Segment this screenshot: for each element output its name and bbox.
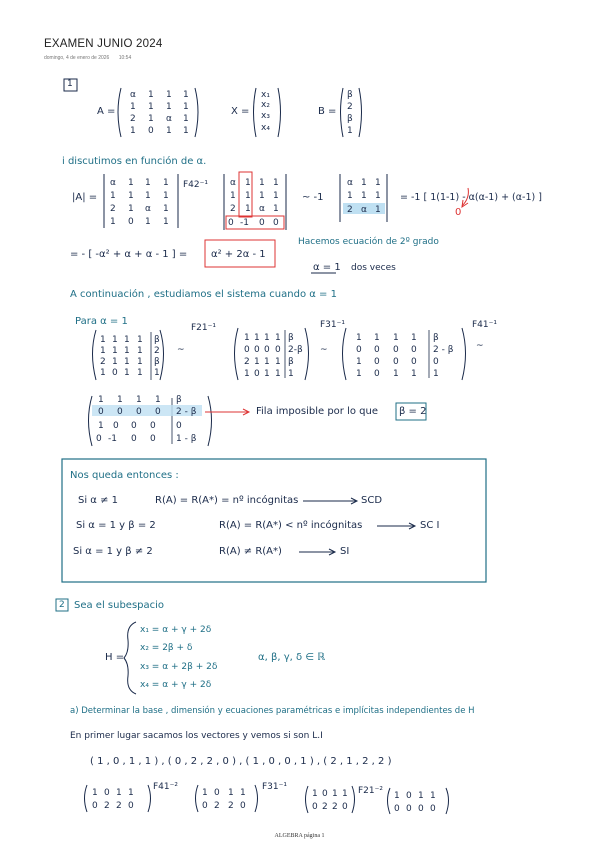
svg-text:0: 0: [92, 801, 98, 811]
svg-text:1: 1: [393, 333, 399, 343]
svg-text:1: 1: [264, 369, 270, 379]
svg-text:0: 0: [411, 345, 417, 355]
case2-rank: R(A) = R(A*) < nº incógnitas: [219, 520, 363, 531]
h-eq-1: x₁ = α + γ + 2δ: [140, 625, 212, 635]
svg-text:1: 1: [183, 102, 189, 112]
svg-text:1: 1: [375, 178, 381, 188]
case1-result: SCD: [361, 495, 383, 506]
svg-text:1: 1: [148, 102, 154, 112]
svg-text:1: 1: [166, 126, 172, 136]
svg-text:1: 1: [128, 204, 134, 214]
matrix-x-cells: [261, 90, 270, 133]
svg-text:1: 1: [393, 369, 399, 379]
svg-text:1: 1: [332, 789, 338, 799]
svg-text:1: 1: [116, 788, 122, 798]
h-eq-2: x₂ = 2β + δ: [140, 643, 193, 653]
svg-text:0: 0: [254, 345, 260, 355]
svg-text:2: 2: [322, 802, 328, 812]
svg-text:0: 0: [244, 345, 250, 355]
svg-text:β: β: [347, 90, 353, 100]
matrix-a-right-bracket: [195, 88, 198, 137]
svg-text:α: α: [259, 204, 265, 214]
svg-text:1: 1: [117, 395, 123, 405]
svg-text:1: 1: [100, 346, 106, 356]
page-footer: ALGEBRA página 1: [274, 833, 325, 839]
svg-text:0: 0: [96, 434, 102, 444]
svg-text:1: 1: [312, 789, 318, 799]
svg-text:2-β: 2-β: [288, 345, 303, 355]
svg-text:1: 1: [163, 204, 169, 214]
svg-text:1: 1: [145, 191, 151, 201]
svg-text:2: 2: [347, 102, 353, 112]
svg-text:1: 1: [98, 421, 104, 431]
svg-text:β: β: [347, 114, 353, 124]
svg-text:1: 1: [264, 357, 270, 367]
svg-text:β: β: [154, 335, 160, 345]
svg-text:1: 1: [275, 369, 281, 379]
svg-text:1: 1: [347, 191, 353, 201]
first-line: En primer lugar sacamos los vectores y vemos si son L.I: [70, 731, 323, 741]
h-eq-3: x₃ = α + 2β + 2δ: [140, 662, 218, 672]
case3-condition: Si α = 1 y β ≠ 2: [73, 546, 153, 557]
meta-date: domingo, 4 de enero de 2026: [44, 55, 110, 61]
svg-text:1: 1: [430, 791, 436, 801]
svg-text:1: 1: [202, 788, 208, 798]
svg-text:1: 1: [137, 368, 143, 378]
op-f41: F41⁻¹: [472, 320, 497, 330]
impossible-note: Fila imposible por lo que: [256, 406, 378, 417]
svg-text:1: 1: [128, 178, 134, 188]
svg-text:1: 1: [245, 204, 251, 214]
svg-text:1: 1: [394, 791, 400, 801]
svg-text:β: β: [433, 333, 439, 343]
part-a: a) Determinar la base , dimensión y ecuaciones paramétricas e implícitas independientes de H: [70, 706, 475, 716]
svg-text:1: 1: [137, 346, 143, 356]
svg-text:1: 1: [124, 368, 130, 378]
svg-text:1: 1: [112, 346, 118, 356]
svg-text:0: 0: [112, 368, 118, 378]
svg-text:α: α: [145, 204, 151, 214]
svg-text:1: 1: [244, 333, 250, 343]
svg-text:1: 1: [230, 191, 236, 201]
svg-text:1: 1: [136, 395, 142, 405]
svg-text:1: 1: [166, 102, 172, 112]
svg-text:-1: -1: [240, 218, 249, 228]
svg-text:~: ~: [476, 341, 484, 351]
svg-text:0: 0: [104, 788, 110, 798]
svg-text:1: 1: [356, 357, 362, 367]
discuss-line: i discutimos en función de α.: [62, 156, 207, 167]
svg-text:1: 1: [98, 395, 104, 405]
svg-text:1: 1: [145, 178, 151, 188]
svg-text:0: 0: [393, 357, 399, 367]
op-f41b: F41⁻²: [153, 782, 178, 792]
svg-text:0: 0: [275, 345, 281, 355]
svg-text:1: 1: [148, 90, 154, 100]
svg-text:1: 1: [110, 191, 116, 201]
det-expansion: = -1 [ 1(1-1) - α(α-1) + (α-1) ]: [400, 192, 542, 203]
para-line: Para α = 1: [75, 316, 128, 327]
h-eq-4: x₄ = α + γ + 2δ: [140, 680, 212, 690]
svg-text:0: 0: [259, 218, 265, 228]
svg-text:0: 0: [312, 802, 318, 812]
op-f31: F31⁻¹: [320, 320, 345, 330]
svg-text:0: 0: [433, 357, 439, 367]
svg-text:x₁: x₁: [261, 90, 270, 100]
svg-text:1: 1: [356, 333, 362, 343]
eq-note: Hacemos ecuación de 2º grado: [298, 237, 439, 247]
svg-text:0: 0: [254, 369, 260, 379]
study-line: A continuación , estudiamos el sistema cuando α = 1: [70, 289, 337, 300]
svg-text:1: 1: [240, 788, 246, 798]
svg-text:2: 2: [332, 802, 338, 812]
svg-text:α: α: [166, 114, 172, 124]
svg-text:1: 1: [244, 369, 250, 379]
svg-text:1: 1: [137, 357, 143, 367]
svg-text:1: 1: [124, 335, 130, 345]
svg-text:0: 0: [342, 802, 348, 812]
svg-text:1: 1: [433, 369, 439, 379]
svg-text:0: 0: [131, 434, 137, 444]
svg-text:0: 0: [117, 407, 123, 417]
op-f21b: F21⁻²: [358, 786, 383, 796]
svg-text:~: ~: [320, 345, 328, 355]
svg-text:1: 1: [273, 178, 279, 188]
svg-text:1: 1: [254, 333, 260, 343]
svg-text:α: α: [130, 90, 136, 100]
svg-text:0: 0: [136, 407, 142, 417]
svg-text:1: 1: [166, 90, 172, 100]
svg-text:β: β: [176, 395, 182, 405]
svg-text:α: α: [230, 178, 236, 188]
svg-text:1: 1: [245, 191, 251, 201]
svg-text:0: 0: [228, 218, 234, 228]
svg-text:0: 0: [131, 421, 137, 431]
svg-text:0: 0: [374, 345, 380, 355]
svg-text:1: 1: [374, 333, 380, 343]
svg-text:1: 1: [92, 788, 98, 798]
svg-text:x₄: x₄: [261, 123, 270, 133]
svg-text:0: 0: [202, 801, 208, 811]
svg-text:-1: -1: [108, 434, 117, 444]
svg-text:1: 1: [273, 191, 279, 201]
svg-text:2: 2: [110, 204, 116, 214]
svg-text:0: 0: [176, 421, 182, 431]
svg-text:1: 1: [411, 333, 417, 343]
svg-text:0: 0: [374, 369, 380, 379]
svg-text:1: 1: [361, 191, 367, 201]
svg-text:0: 0: [128, 217, 134, 227]
op-f42: F42⁻¹: [183, 180, 208, 190]
svg-text:0: 0: [356, 345, 362, 355]
svg-text:0: 0: [406, 791, 412, 801]
svg-text:0: 0: [155, 407, 161, 417]
svg-text:1: 1: [356, 369, 362, 379]
svg-text:0: 0: [322, 789, 328, 799]
op-f21: F21⁻¹: [191, 323, 216, 333]
det-a-label: |A| =: [72, 192, 98, 203]
svg-text:~: ~: [177, 345, 185, 355]
matrix-x-label: X =: [231, 106, 250, 117]
svg-text:1: 1: [259, 191, 265, 201]
matrix-a-label: A =: [97, 106, 116, 117]
svg-text:1: 1: [100, 335, 106, 345]
svg-text:1: 1: [110, 217, 116, 227]
svg-text:1: 1: [347, 126, 353, 136]
svg-text:1: 1: [375, 191, 381, 201]
svg-text:1: 1: [418, 791, 424, 801]
svg-text:2: 2: [130, 114, 136, 124]
case1-condition: Si α ≠ 1: [78, 495, 118, 506]
svg-text:0: 0: [430, 804, 436, 814]
vectors-line: ( 1 , 0 , 1 , 1 ) , ( 0 , 2 , 2 , 0 ) , ( 1 , 0 , 0 , 1 ) , ( 2 , 1 , 2 , 2 ): [90, 756, 392, 767]
svg-text:1: 1: [128, 788, 134, 798]
svg-text:1: 1: [183, 126, 189, 136]
svg-text:1: 1: [183, 114, 189, 124]
svg-text:1: 1: [264, 333, 270, 343]
svg-text:2: 2: [214, 801, 220, 811]
svg-text:0: 0: [264, 345, 270, 355]
beta-box: β = 2: [399, 406, 427, 417]
svg-text:1: 1: [275, 333, 281, 343]
root-suffix: dos veces: [351, 263, 396, 273]
svg-text:2: 2: [228, 801, 234, 811]
svg-text:1 - β: 1 - β: [176, 434, 197, 444]
svg-text:1: 1: [163, 217, 169, 227]
matrix-a-left-bracket: [118, 88, 121, 137]
zero-mark: 0: [455, 207, 462, 218]
svg-text:1: 1: [163, 178, 169, 188]
page-title: EXAMEN JUNIO 2024: [44, 38, 163, 50]
svg-text:β: β: [288, 357, 294, 367]
svg-text:0: 0: [418, 804, 424, 814]
svg-text:1: 1: [112, 335, 118, 345]
meta-time: 10:54: [118, 55, 132, 61]
h-label: H =: [105, 652, 125, 663]
op-f31b: F31⁻¹: [262, 782, 287, 792]
box-title: Nos queda entonces :: [70, 470, 179, 481]
matrix-b-cells: [347, 90, 353, 136]
svg-text:1: 1: [148, 114, 154, 124]
matrix-b-label: B =: [318, 106, 337, 117]
svg-text:0: 0: [273, 218, 279, 228]
svg-text:1: 1: [130, 102, 136, 112]
case1-rank: R(A) = R(A*) = nº incógnitas: [155, 495, 299, 506]
poly-result: α² + 2α - 1: [211, 249, 266, 260]
ex1-number: 1: [67, 79, 73, 89]
ex2-title: Sea el subespacio: [74, 600, 165, 611]
svg-text:1: 1: [137, 335, 143, 345]
svg-text:0: 0: [394, 804, 400, 814]
svg-text:2: 2: [230, 204, 236, 214]
svg-text:1: 1: [112, 357, 118, 367]
poly-line: = - [ -α² + α + α - 1 ] =: [70, 249, 188, 260]
svg-text:1: 1: [130, 126, 136, 136]
svg-text:1: 1: [273, 204, 279, 214]
case2-condition: Si α = 1 y β = 2: [76, 520, 156, 531]
svg-text:1: 1: [124, 346, 130, 356]
svg-text:1: 1: [128, 191, 134, 201]
svg-text:1: 1: [245, 178, 251, 188]
svg-text:1: 1: [145, 217, 151, 227]
svg-text:x₂: x₂: [261, 100, 270, 110]
h-params: α, β, γ, δ ∈ ℝ: [258, 652, 326, 663]
minus-one: ~ -1: [302, 192, 324, 203]
svg-text:α: α: [347, 178, 353, 188]
svg-text:1: 1: [124, 357, 130, 367]
svg-text:2: 2: [116, 801, 122, 811]
svg-text:0: 0: [406, 804, 412, 814]
svg-text:2 - β: 2 - β: [433, 345, 454, 355]
svg-text:0: 0: [393, 345, 399, 355]
svg-text:2: 2: [154, 346, 160, 356]
svg-text:1: 1: [361, 178, 367, 188]
svg-text:1: 1: [411, 369, 417, 379]
svg-text:0: 0: [411, 357, 417, 367]
svg-text:1: 1: [288, 369, 294, 379]
svg-text:0: 0: [148, 126, 154, 136]
svg-text:0: 0: [150, 434, 156, 444]
svg-text:β: β: [154, 357, 160, 367]
svg-text:0: 0: [150, 421, 156, 431]
svg-text:0: 0: [374, 357, 380, 367]
svg-text:2: 2: [104, 801, 110, 811]
svg-text:0: 0: [98, 407, 104, 417]
svg-text:β: β: [288, 333, 294, 343]
svg-text:α: α: [110, 178, 116, 188]
svg-text:1: 1: [275, 357, 281, 367]
matrix-a-cells: [130, 90, 189, 136]
svg-text:1: 1: [100, 368, 106, 378]
svg-text:x₃: x₃: [261, 111, 270, 121]
svg-text:2 - β: 2 - β: [176, 407, 197, 417]
svg-text:0: 0: [128, 801, 134, 811]
svg-text:1: 1: [228, 788, 234, 798]
svg-text:0: 0: [240, 801, 246, 811]
svg-text:1: 1: [155, 395, 161, 405]
svg-text:2: 2: [244, 357, 250, 367]
ex2-number: 2: [59, 600, 65, 610]
svg-text:1: 1: [254, 357, 260, 367]
svg-text:2: 2: [100, 357, 106, 367]
case3-rank: R(A) ≠ R(A*): [219, 546, 282, 557]
svg-text:2: 2: [347, 205, 353, 215]
svg-text:0: 0: [113, 421, 119, 431]
root-note: α = 1: [313, 262, 341, 273]
case3-result: SI: [340, 546, 350, 557]
svg-text:1: 1: [154, 368, 160, 378]
case2-result: SC I: [420, 520, 440, 531]
svg-text:1: 1: [259, 178, 265, 188]
svg-text:1: 1: [183, 90, 189, 100]
svg-text:1: 1: [163, 191, 169, 201]
svg-text:1: 1: [342, 789, 348, 799]
svg-text:α: α: [361, 205, 367, 215]
svg-text:0: 0: [214, 788, 220, 798]
svg-text:1: 1: [375, 205, 381, 215]
